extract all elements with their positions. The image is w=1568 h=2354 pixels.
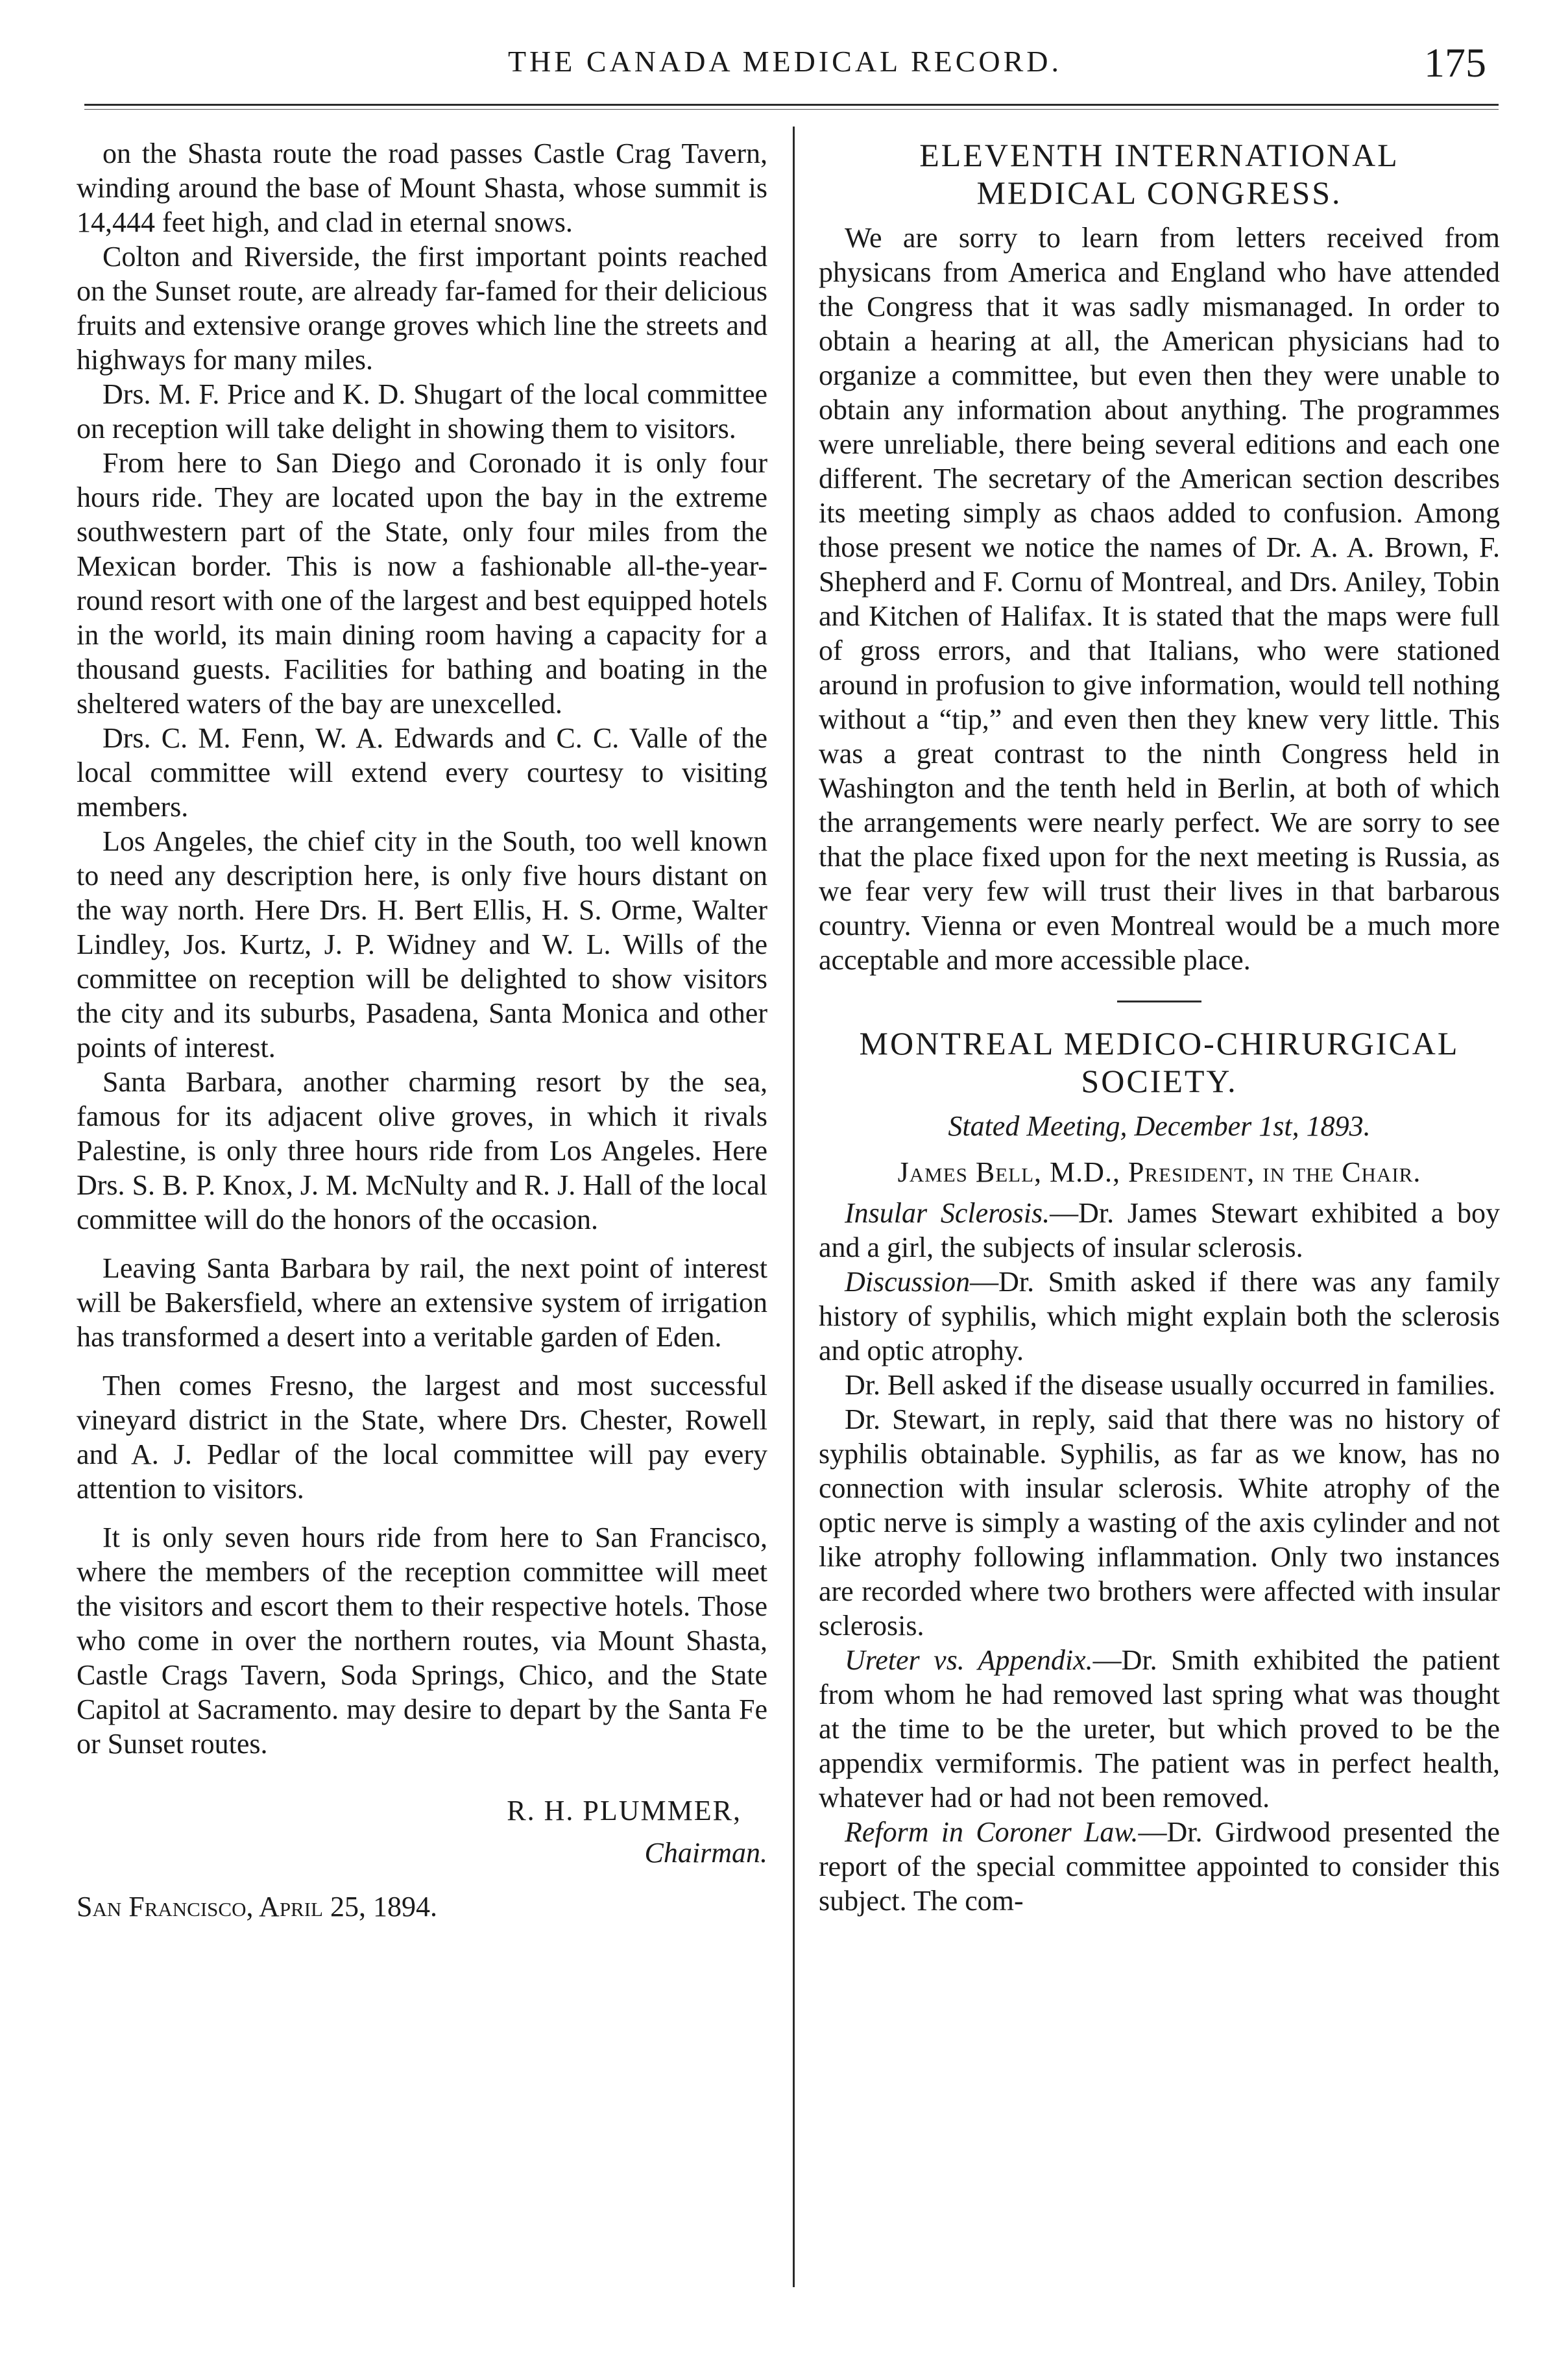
column-divider [793, 127, 795, 2287]
running-head: THE CANADA MEDICAL RECORD. [507, 45, 1063, 78]
paragraph: Leaving Santa Barbara by rail, the next point of interest will be Bakersfield, where an extensive system of irrigation has transformed a desert into a veritable garden of Eden. [77, 1252, 767, 1353]
minutes-entry [819, 1368, 1500, 1402]
paragraph: It is only seven hours ride from here to San Francisco, where the members of the reception committee will meet the visitors and escort them to their respective hotels. Those who come in over the northern routes, via Mount Shasta, Castle Crags Tavern, Soda Springs, Chico, and the State Capitol at Sacramento. may desire to depart by the Santa Fe or Sunset routes. [77, 1522, 767, 1760]
paragraph: Santa Barbara, another charming resort by the sea, famous for its adjacent olive groves, in which it rivals Palestine, is only three hours ride from Los Angeles. Here Drs. S. B. P. Knox, J. M. McNulty and R. J. Hall of the local committee will do the honors of the occasion. [77, 1066, 767, 1235]
dateline: San Francisco, April 25, 1894. [77, 1891, 437, 1923]
minutes-entry [819, 1265, 1500, 1368]
minutes-entry [819, 1815, 1500, 1918]
left-column [77, 136, 767, 1924]
entry-text: —Dr. Smith asked if there was any family history of syphilis, which might explain both the sclerosis and optic atrophy. [819, 1266, 1500, 1366]
minutes-entry [819, 1402, 1500, 1643]
entry-lead: Discussion [845, 1266, 971, 1298]
congress-article [819, 136, 1500, 977]
entry-text: Dr. Bell asked if the disease usually occurred in families. [845, 1369, 1496, 1401]
minutes-entry [819, 1196, 1500, 1265]
paragraph: Los Angeles, the chief city in the South, too well known to need any description here, is only five hours distant on the way north. Here Drs. H. Bert Ellis, H. S. Orme, Walter Lindley, Jos. Kurtz, J. P. Widney and W. L. Wills of the committee on reception will be delighted to show visitors the city and its suburbs, Pasadena, Santa Monica and other points of interest. [77, 825, 767, 1063]
page-header [0, 0, 1568, 123]
entry-lead: Insular Sclerosis. [845, 1197, 1050, 1229]
article-body: We are sorry to learn from letters received from physicans from America and England who have attended the Congress that it was sadly mismanaged. In order to obtain a hearing at all, the American physicians had to organize a committee, but even then they were unable to obtain any information about anything. The programmes were unreliable, there being several editions and each one different. The secretary of the American section describes its meeting simply as chaos added to confusion. Among those present we notice the names of Dr. A. A. Brown, F. Shepherd and F. Cornu of Montreal, and Drs. Aniley, Tobin and Kitchen of Halifax. It is stated that the maps were full of gross errors, and that Italians, who were stationed around in profusion to give information, would tell nothing without a “tip,” and even then they knew very little. This was a great contrast to the ninth Congress held in Washington and the tenth held in Berlin, at both of which the arrangements were nearly perfect. We are sorry to see that the place fixed upon for the next meeting is Russia, as we fear very few will trust their lives in that barbarous country. Vienna or even Montreal would be a much more acceptable and more accessible place. [819, 222, 1500, 976]
article-heading: MONTREAL MEDICO-CHIRURGICAL [859, 1025, 1460, 1062]
article-heading: SOCIETY. [1081, 1063, 1238, 1099]
paragraph: on the Shasta route the road passes Castle Crag Tavern, winding around the base of Mount Shasta, whose summit is 14,444 feet high, and clad in eternal snows. [77, 138, 767, 238]
entry-text: —Dr. James Stewart exhibited a boy and a girl, the subjects of insular sclerosis. [819, 1197, 1500, 1263]
chair-line: James Bell, M.D., President, in the Chair. [897, 1156, 1421, 1188]
society-article [819, 1025, 1500, 1918]
entry-lead: Reform in Coroner Law. [845, 1816, 1139, 1848]
right-column [819, 136, 1500, 1918]
paragraph: Colton and Riverside, the first important points reached on the Sunset route, are already far-famed for their delicious fruits and extensive orange groves which line the streets and highways for many miles. [77, 241, 767, 376]
entry-text: Dr. Stewart, in reply, said that there was no history of syphilis obtainable. Syphilis, as far as we know, has no connection with insular sclerosis. White atrophy of the optic nerve is simply a wasting of the axis cylinder and not like atrophy following inflammation. Only two instances are recorded where two brothers were affected with insular sclerosis. [819, 1403, 1500, 1642]
meeting-date: Stated Meeting, December 1st, 1893. [948, 1110, 1371, 1142]
article-heading: ELEVENTH INTERNATIONAL [919, 137, 1399, 173]
entry-text: —Dr. Girdwood presented the report of the special committee appointed to consider this subject. The com- [819, 1816, 1500, 1917]
signature-name: R. H. PLUMMER, [507, 1795, 742, 1826]
entry-lead: Ureter vs. Appendix. [845, 1644, 1093, 1676]
entry-text: —Dr. Smith exhibited the patient from whom he had removed last spring what was thought at the time to be the ureter, but which proved to be the appendix vermiformis. The patient was in perfect health, whatever had or had not been removed. [819, 1644, 1500, 1814]
header-rule-thin [84, 109, 1499, 110]
signature-title: Chairman. [644, 1837, 767, 1869]
paragraph: Drs. C. M. Fenn, W. A. Edwards and C. C. Valle of the local committee will extend every courtesy to visiting members. [77, 722, 767, 823]
article-heading: MEDICAL CONGRESS. [976, 175, 1342, 211]
section-divider [1117, 1001, 1201, 1002]
minutes-entry [819, 1643, 1500, 1815]
paragraph: From here to San Diego and Coronado it is only four hours ride. They are located upon the bay in the extreme southwestern part of the State, only four miles from the Mexican border. This is now a fashionable all-the-year-round resort with one of the largest and best equipped hotels in the world, its main dining room having a capacity for a thousand guests. Facilities for bathing and boating in the sheltered waters of the bay are unexcelled. [77, 447, 767, 720]
paragraph: Drs. M. F. Price and K. D. Shugart of the local committee on reception will take delight in showing them to visitors. [77, 378, 767, 444]
header-rule [84, 104, 1499, 106]
paragraph: Then comes Fresno, the largest and most successful vineyard district in the State, where Drs. Chester, Rowell and A. J. Pedlar of the local committee will pay every attention to visitors. [77, 1370, 767, 1505]
page-number: 175 [1424, 40, 1486, 86]
